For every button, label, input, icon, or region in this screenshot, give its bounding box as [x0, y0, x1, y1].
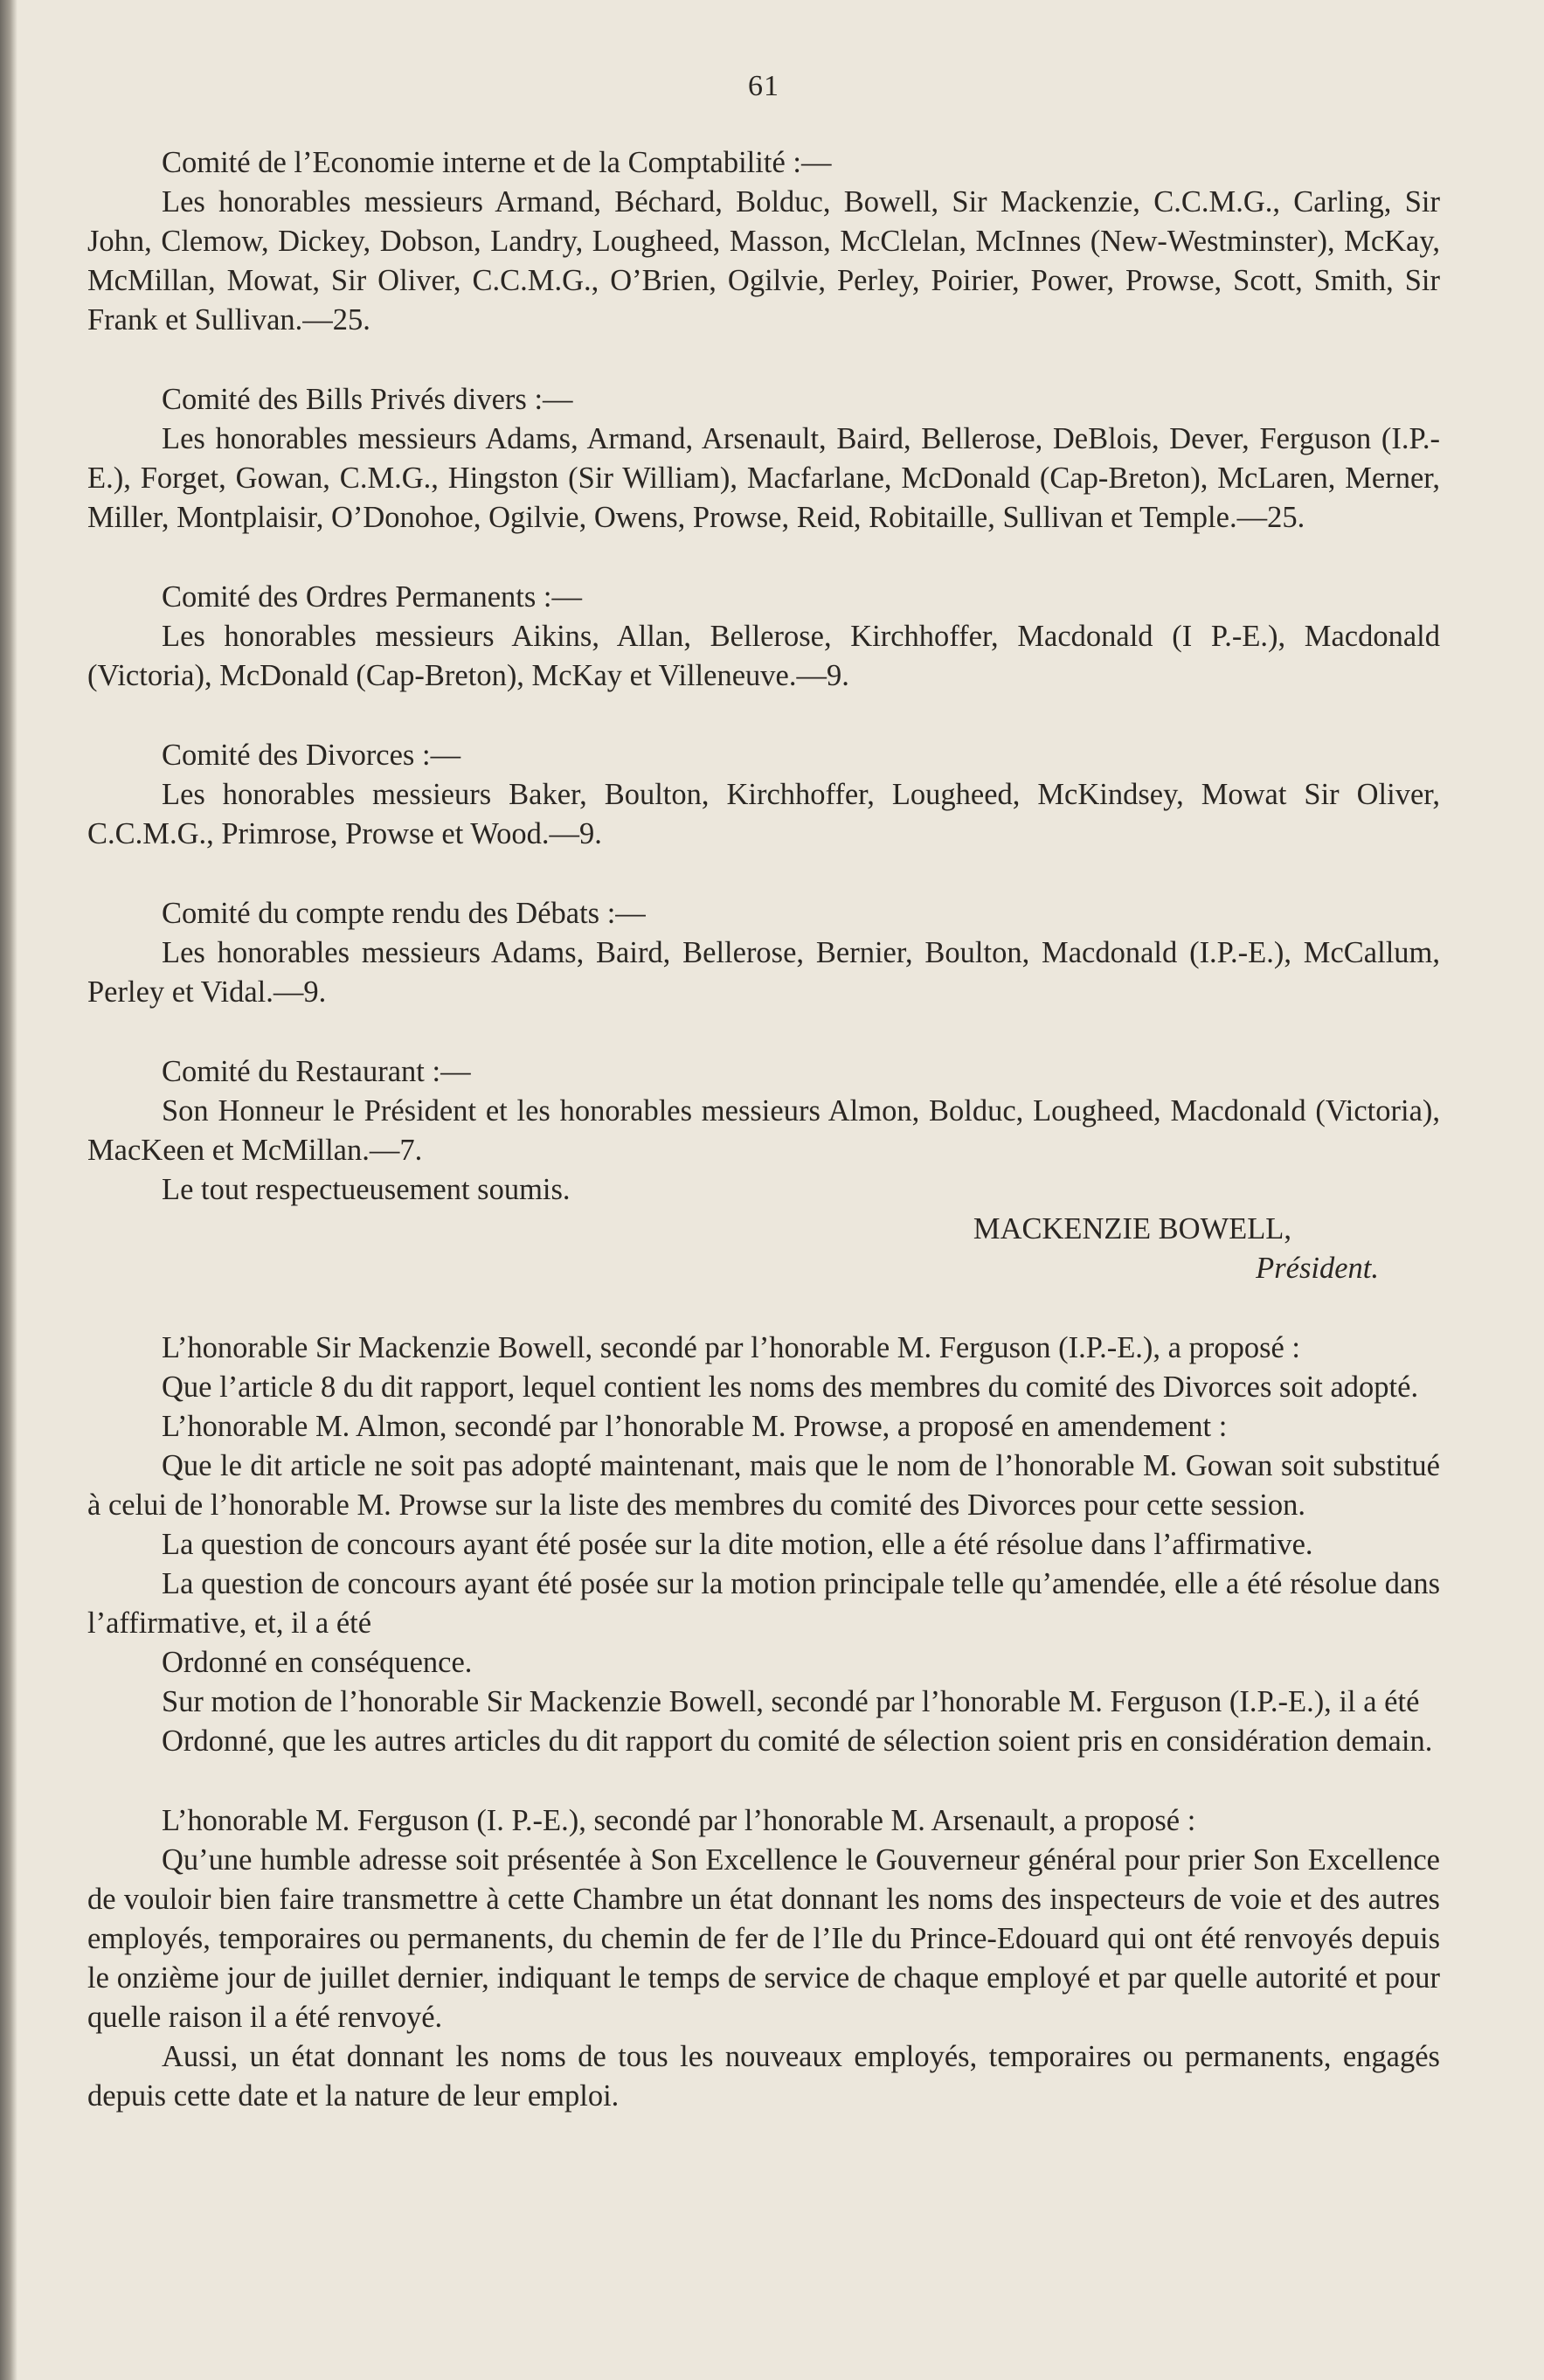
committee-ordres-permanents [87, 578, 1440, 696]
committee-members: Les honorables messieurs Adams, Armand, Arsenault, Baird, Bellerose, DeBlois, Dever, Ferguson (I.P.-E.), Forget, Gowan, C.M.G., Hingston (Sir William), Macfarlane, McDonald (Cap-Breton), McLaren, Merner, Miller, Montplaisir, O’Donohoe, Ogilvie, Owens, Prowse, Reid, Robitaille, Sullivan et Temple.—25. [87, 422, 1440, 534]
proceedings-address-motion [87, 1801, 1440, 2116]
motion-paragraph: Que l’article 8 du dit rapport, lequel contient les noms des membres du comité des Divorces soit adopté. [162, 1370, 1419, 1404]
resolution-paragraph: La question de concours ayant été posée sur la motion principale telle qu’amendée, elle a été résolue dans l’affirmative, et, il a été [87, 1567, 1440, 1640]
committee-economie-interne [87, 143, 1440, 340]
order-paragraph: Ordonné, que les autres articles du dit rapport du comité de sélection soient pris en considération demain. [162, 1724, 1433, 1758]
committee-compte-rendu-debats [87, 894, 1440, 1012]
committee-restaurant [87, 1052, 1440, 1288]
committee-members: Son Honneur le Président et les honorables messieurs Almon, Bolduc, Lougheed, Macdonald (Victoria), MacKeen et McMillan.—7. [87, 1094, 1440, 1167]
page-binding-edge [0, 0, 17, 2380]
amendment-paragraph: L’honorable M. Almon, secondé par l’honorable M. Prowse, a proposé en amendement : [162, 1410, 1228, 1443]
committee-heading: Comité des Divorces :— [162, 739, 461, 772]
committee-members: Les honorables messieurs Armand, Béchard, Bolduc, Bowell, Sir Mackenzie, C.C.M.G., Carling, Sir John, Clemow, Dickey, Dobson, Landry, Lougheed, Masson, McClelan, McInnes (New-Westminster), McKay, McMillan, Mowat, Sir Oliver, C.C.M.G., O’Brien, Ogilvie, Perley, Poirier, Power, Prowse, Scott, Smith, Sir Frank et Sullivan.—25. [87, 185, 1440, 337]
motion-paragraph: Sur motion de l’honorable Sir Mackenzie Bowell, secondé par l’honorable M. Ferguson (I.P.-E.), il a été [162, 1685, 1420, 1718]
committee-heading: Comité du compte rendu des Débats :— [162, 897, 646, 930]
signature-title: Président. [1256, 1252, 1379, 1285]
committee-heading: Comité du Restaurant :— [162, 1055, 471, 1088]
committee-heading: Comité des Bills Privés divers :— [162, 383, 573, 416]
address-paragraph: Qu’une humble adresse soit présentée à Son Excellence le Gouverneur général pour prier Son Excellence de vouloir bien faire transmettre à cette Chambre un état donnant les noms des inspecteurs de voie et des autres employés, temporaires ou permanents, du chemin de fer de l’Ile du Prince-Edouard qui ont été renvoyés depuis le onzième jour de juillet dernier, indiquant le temps de service de chaque employé et par quelle autorité et pour quelle raison il a été renvoyé. [87, 1843, 1440, 2034]
document-page [87, 70, 1440, 2116]
committee-heading: Comité des Ordres Permanents :— [162, 580, 582, 614]
closing-statement: Le tout respectueusement soumis. [162, 1173, 571, 1206]
committee-divorces [87, 736, 1440, 854]
committee-members: Les honorables messieurs Aikins, Allan, Bellerose, Kirchhoffer, Macdonald (I P.-E.), Macdonald (Victoria), McDonald (Cap-Breton), McKay et Villeneuve.—9. [87, 620, 1440, 692]
amendment-paragraph: Que le dit article ne soit pas adopté maintenant, mais que le nom de l’honorable M. Gowan soit substitué à celui de l’honorable M. Prowse sur la liste des membres du comité des Divorces pour cette session. [87, 1449, 1440, 1522]
resolution-paragraph: La question de concours ayant été posée sur la dite motion, elle a été résolue dans l’affirmative. [162, 1528, 1313, 1561]
address-paragraph: Aussi, un état donnant les noms de tous les nouveaux employés, temporaires ou permanents, engagés depuis cette date et la nature de leur emploi. [87, 2040, 1440, 2113]
committee-heading: Comité de l’Economie interne et de la Comptabilité :— [162, 146, 832, 179]
proceedings-divorces-motion [87, 1329, 1440, 1761]
motion-paragraph: L’honorable Sir Mackenzie Bowell, secondé par l’honorable M. Ferguson (I.P.-E.), a proposé : [162, 1331, 1301, 1364]
signature-name: MACKENZIE BOWELL, [973, 1212, 1291, 1246]
committee-members: Les honorables messieurs Baker, Boulton, Kirchhoffer, Lougheed, McKindsey, Mowat Sir Oliver, C.C.M.G., Primrose, Prowse et Wood.—9. [87, 778, 1440, 850]
committee-bills-prives [87, 380, 1440, 538]
page-number: 61 [748, 70, 779, 102]
order-paragraph: Ordonné en conséquence. [162, 1646, 473, 1679]
committee-members: Les honorables messieurs Adams, Baird, Bellerose, Bernier, Boulton, Macdonald (I.P.-E.), McCallum, Perley et Vidal.—9. [87, 936, 1440, 1009]
motion-paragraph: L’honorable M. Ferguson (I. P.-E.), secondé par l’honorable M. Arsenault, a proposé : [162, 1804, 1196, 1837]
